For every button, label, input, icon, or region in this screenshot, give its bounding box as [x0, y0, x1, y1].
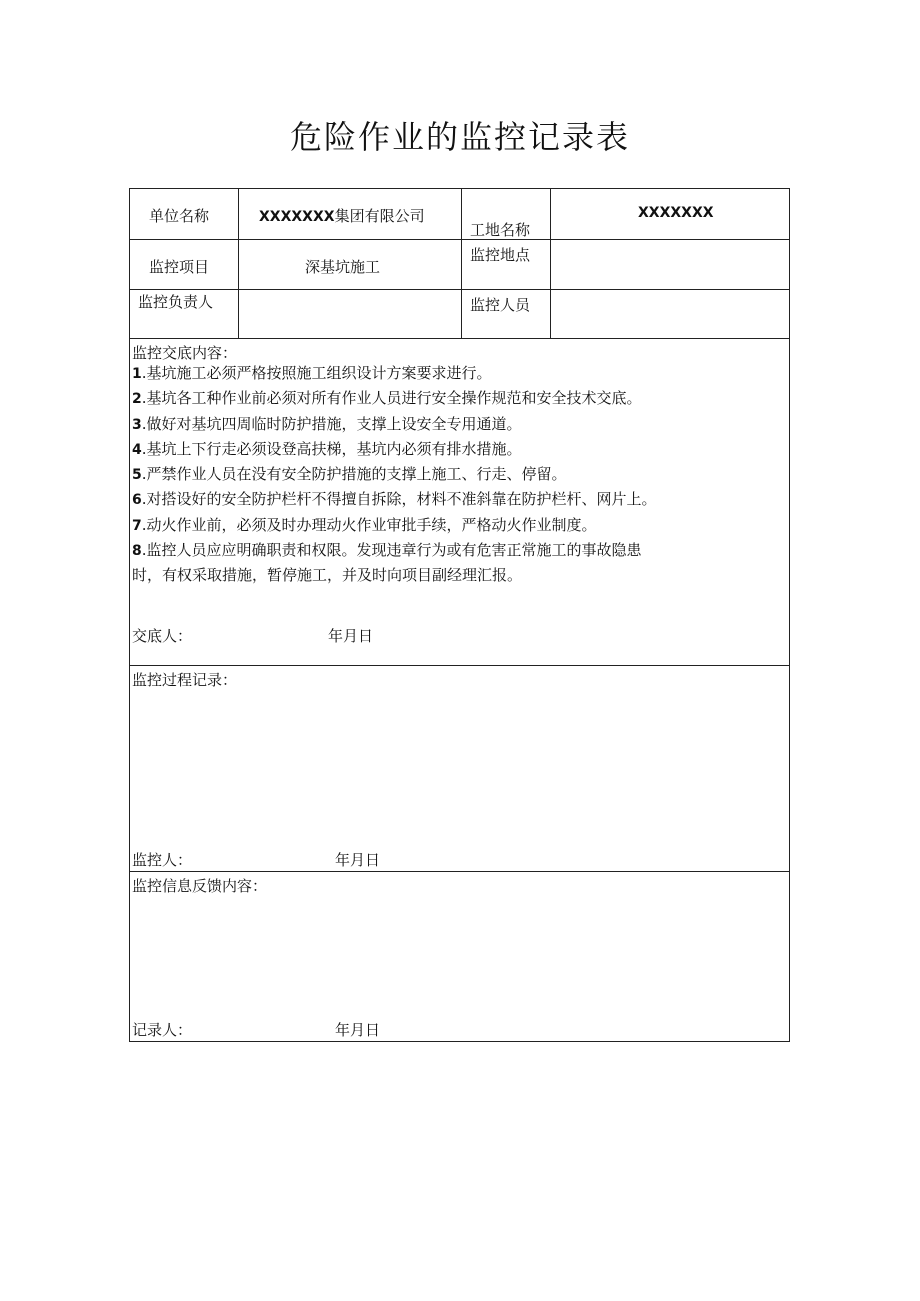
row-divider: [130, 289, 789, 290]
leader-label: 监控负责人: [138, 293, 214, 311]
briefing-items: [132, 361, 787, 588]
briefing-item: 1.基坑施工必须严格按照施工组织设计方案要求进行。: [132, 364, 492, 382]
briefing-item: 5.严禁作业人员在没有安全防护措施的支撑上施工、行走、停留。: [132, 465, 567, 484]
process-record-section[interactable]: [130, 666, 789, 871]
feedback-section[interactable]: [130, 872, 789, 1041]
briefing-signer-label: 交底人：: [132, 627, 193, 645]
briefing-date[interactable]: 年月日: [328, 627, 374, 645]
unit-name-value[interactable]: XXXXXXX集团有限公司: [259, 207, 425, 225]
briefing-item: 4.基坑上下行走必须设登高扶梯，基坑内必须有排水措施。: [132, 439, 522, 458]
briefing-item: 6.对搭设好的安全防护栏杆不得擅自拆除，材料不准斜靠在防护栏杆、网片上。: [132, 490, 657, 509]
column-divider: [238, 189, 239, 338]
row-divider: [130, 239, 789, 240]
briefing-item: 2.基坑各工种作业前必须对所有作业人员进行安全操作规范和安全技术交底。: [132, 389, 642, 408]
feedback-recorder-label: 记录人：: [132, 1021, 193, 1039]
briefing-item-continuation: 时，有权采取措施，暂停施工，并及时向项目副经理汇报。: [132, 566, 523, 585]
briefing-label: 监控交底内容：: [132, 344, 238, 362]
briefing-item: 3.做好对基坑四周临时防护措施，支撑上设安全专用通道。: [132, 414, 522, 433]
process-record-label: 监控过程记录：: [132, 671, 238, 689]
column-divider: [461, 189, 462, 338]
unit-name-label: 单位名称: [149, 207, 210, 225]
site-name-value[interactable]: XXXXXXX: [638, 205, 714, 221]
monitoring-record-form: [129, 188, 790, 1042]
feedback-label: 监控信息反馈内容：: [132, 877, 268, 895]
process-signer-label: 监控人：: [132, 851, 193, 869]
project-value[interactable]: 深基坑施工: [305, 258, 381, 276]
briefing-item: 7.动火作业前，必须及时办理动火作业审批手续，严格动火作业制度。: [132, 515, 597, 534]
monitor-staff-label: 监控人员: [470, 296, 531, 314]
feedback-date[interactable]: 年月日: [335, 1021, 381, 1039]
location-label: 监控地点: [470, 246, 531, 264]
briefing-section: [130, 339, 789, 665]
process-date[interactable]: 年月日: [335, 851, 381, 869]
column-divider: [550, 189, 551, 338]
briefing-item: 8.监控人员应应明确职责和权限。发现违章行为或有危害正常施工的事故隐患: [132, 541, 642, 560]
project-label: 监控项目: [149, 258, 210, 276]
page-title: 危险作业的监控记录表: [289, 118, 630, 156]
site-name-label: 工地名称: [470, 221, 531, 239]
